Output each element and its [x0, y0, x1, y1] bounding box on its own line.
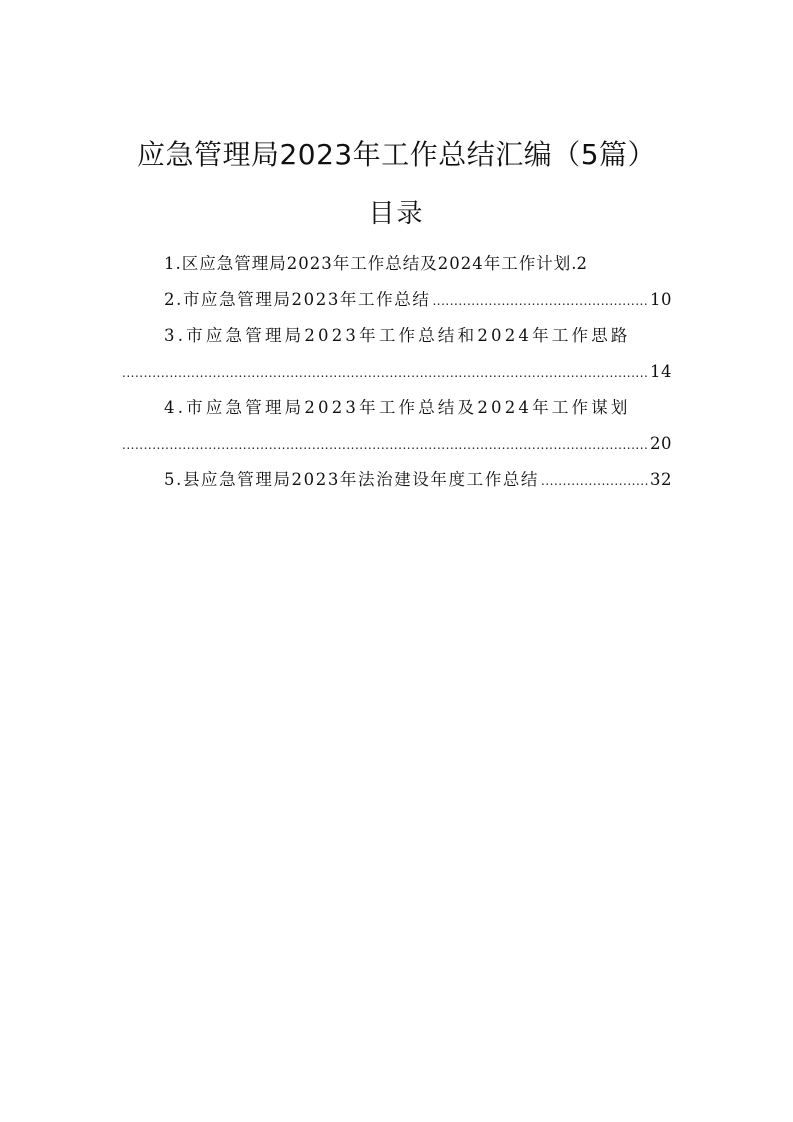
toc-entry-1-title[interactable]: 1.区应急管理局2023年工作总结及2024年工作计划: [164, 254, 572, 273]
toc-entry-1[interactable]: [120, 246, 672, 282]
toc-entry-5[interactable]: [120, 462, 672, 498]
toc-heading: 目录: [368, 199, 425, 229]
toc-entry-5-page[interactable]: 32: [650, 470, 672, 489]
document-title: 应急管理局2023年工作总结汇编（5篇）: [136, 138, 657, 171]
toc-entry-3-page[interactable]: 14: [650, 362, 672, 381]
toc-entry-2[interactable]: [120, 282, 672, 318]
toc-entry-4-title[interactable]: 4.市应急管理局2023年工作总结及2024年工作谋划: [164, 398, 631, 417]
toc-entry-1-page[interactable]: 2: [576, 254, 588, 273]
toc-entry-5-leader: [541, 463, 648, 498]
toc-entry-3-title[interactable]: 3.市应急管理局2023年工作总结和2024年工作思路: [164, 326, 631, 345]
table-of-contents: [120, 246, 672, 498]
toc-entry-2-leader: [432, 283, 648, 318]
toc-entry-4-continuation[interactable]: [120, 426, 672, 462]
toc-entry-4-leader: [122, 427, 648, 462]
toc-entry-2-title[interactable]: 2.市应急管理局2023年工作总结: [164, 290, 431, 309]
toc-entry-4-page[interactable]: 20: [650, 434, 672, 453]
toc-entry-3[interactable]: [120, 318, 672, 354]
toc-entry-3-continuation[interactable]: [120, 354, 672, 390]
toc-entry-4[interactable]: [120, 390, 672, 426]
toc-entry-1-leader: .: [571, 254, 577, 273]
toc-entry-2-page[interactable]: 10: [650, 290, 672, 309]
toc-entry-5-title[interactable]: 5.县应急管理局2023年法治建设年度工作总结: [164, 470, 540, 489]
toc-entry-3-leader: [122, 355, 648, 390]
